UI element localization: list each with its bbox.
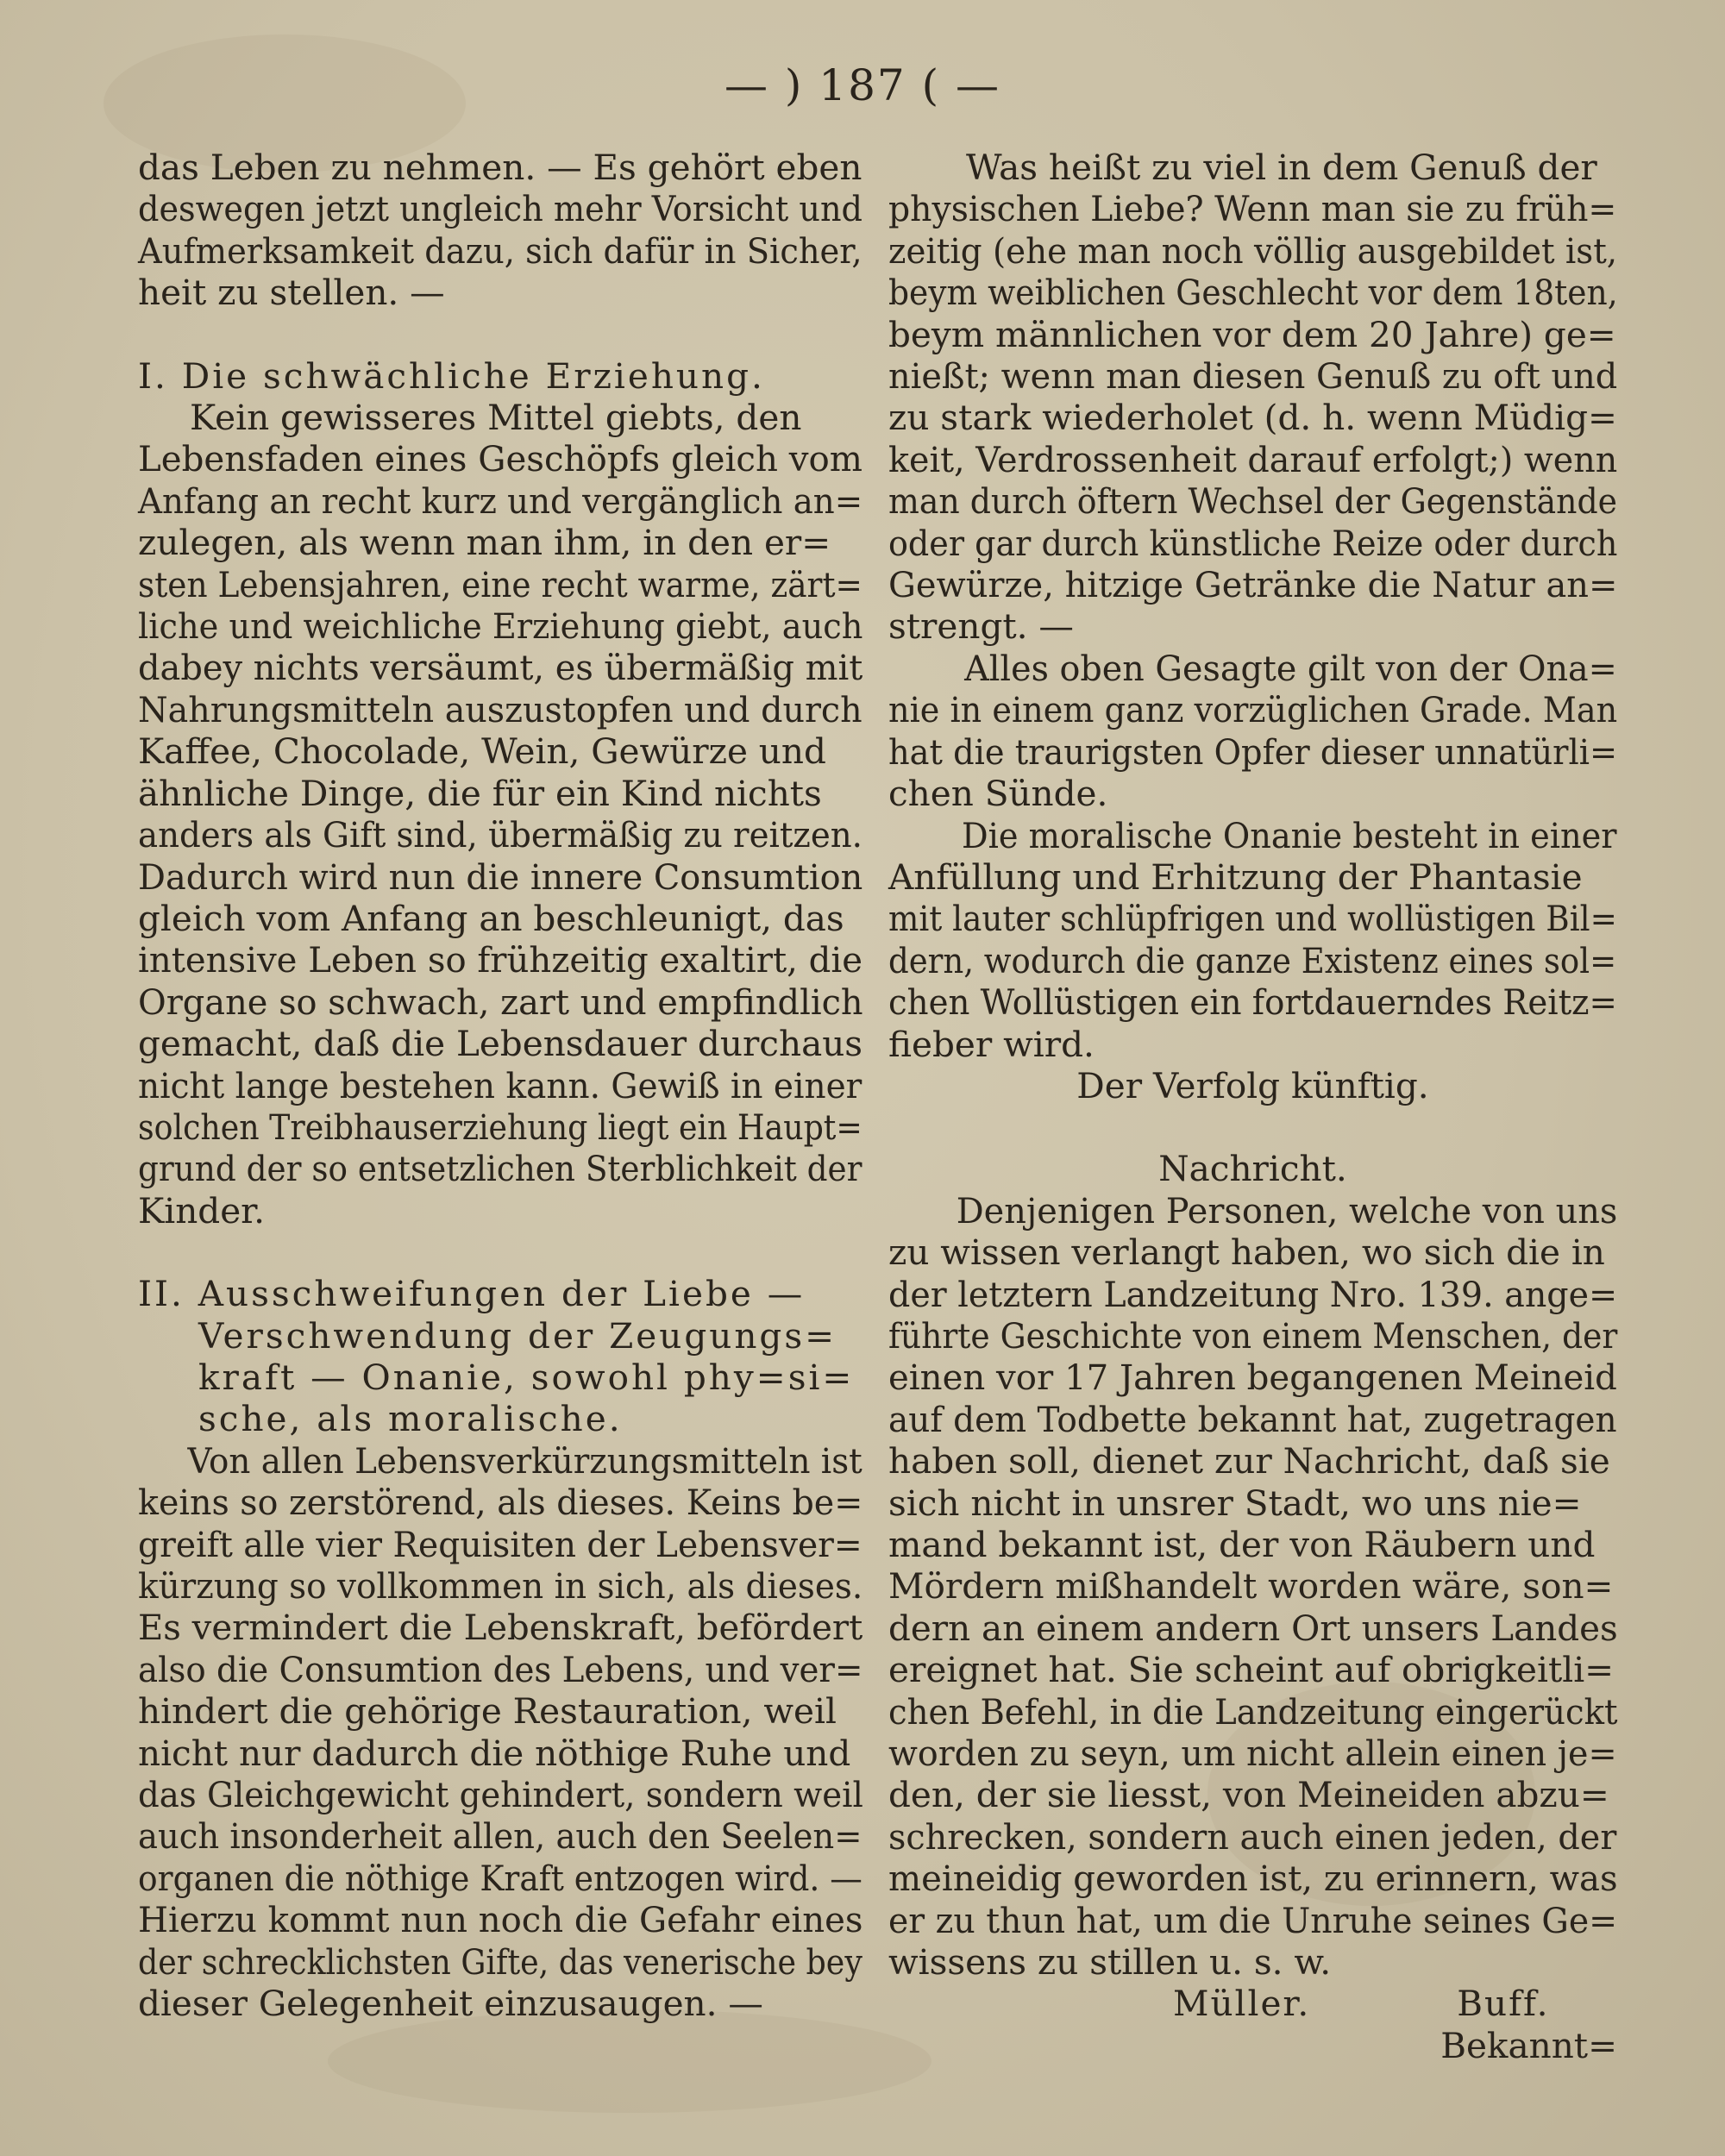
right-column (888, 147, 1617, 2066)
text-line: also die Consumtion des Lebens, und ver= (138, 1648, 863, 1690)
text-line: Mördern mißhandelt worden wäre, son= (888, 1565, 1614, 1608)
spacer (888, 1106, 1617, 1148)
text-line: fieber wird. (888, 1023, 1095, 1065)
catchword: Bekannt= (1440, 2024, 1617, 2066)
text-line: deswegen jetzt ungleich mehr Vorsicht und (138, 188, 862, 230)
text-line: Kaffee, Chocolade, Wein, Gewürze und (138, 730, 826, 773)
text-line: Anfüllung und Erhitzung der Phantasie (888, 856, 1583, 898)
text-line: Anfang an recht kurz und vergänglich an= (138, 479, 863, 522)
text-line: chen Sünde. (888, 773, 1108, 815)
text-line: das Gleichgewicht gehindert, sondern weil (138, 1774, 863, 1816)
text-line: Kinder. (138, 1189, 265, 1232)
text-line: zu stark wiederholet (d. h. wenn Müdig= (888, 397, 1617, 439)
text-line: hat die traurigsten Opfer dieser unnatürli= (888, 730, 1618, 773)
text-line: mand bekannt ist, der von Räubern und (888, 1524, 1596, 1565)
text-line: greift alle vier Requisiten der Lebensver= (138, 1523, 862, 1565)
text-line: anders als Gift sind, übermäßig zu reitzen. (138, 814, 862, 856)
text-line: Lebensfaden eines Geschöpfs gleich vom (138, 438, 862, 480)
text-line: nicht nur dadurch die nöthige Ruhe und (138, 1732, 851, 1774)
section2-paragraph (138, 1440, 862, 2025)
text-line: wissens zu stillen u. s. w. (888, 1941, 1332, 1984)
text-line: zu wissen verlangt haben, wo sich die in (888, 1232, 1605, 1274)
left-column (138, 147, 862, 2024)
text-line: organen die nöthige Kraft entzogen wird. — (138, 1857, 862, 1899)
right-paragraph-3 (888, 815, 1617, 1065)
text-line: Organe so schwach, zart und empfindlich (138, 981, 863, 1023)
heading-line: II. Ausschweifungen der Liebe — (138, 1273, 806, 1315)
text-line: Gewürze, hitzige Getränke die Natur an= (888, 564, 1618, 606)
text-line: zulegen, als wenn man ihm, in den er= (138, 522, 831, 564)
text-line: chen Wollüstigen ein fortdauerndes Reitz= (888, 981, 1617, 1024)
text-line: haben soll, dienet zur Nachricht, daß sie (888, 1440, 1610, 1482)
text-line: nicht lange bestehen kann. Gewiß in einer (138, 1064, 862, 1106)
text-line: dern, wodurch die ganze Existenz eines sol= (888, 939, 1617, 981)
text-line: dieser Gelegenheit einzusaugen. — (138, 1983, 763, 2025)
text-line: hindert die gehörige Restauration, weil (138, 1690, 837, 1733)
text-line: den, der sie liesst, von Meineiden abzu= (888, 1774, 1609, 1816)
text-line: sich nicht in unsrer Stadt, wo uns nie= (888, 1482, 1582, 1524)
text-line: schrecken, sondern auch einen jeden, der (888, 1815, 1617, 1858)
text-line: grund der so entsetzlichen Sterblichkeit der (138, 1148, 862, 1190)
text-line: man durch öftern Wechsel der Gegenstände (888, 480, 1618, 523)
text-line: Dadurch wird nun die innere Consumtion (138, 856, 863, 898)
text-line: auch insonderheit allen, auch den Seelen= (138, 1815, 862, 1858)
text-line: strengt. — (888, 605, 1074, 648)
text-line: physischen Liebe? Wenn man sie zu früh= (888, 188, 1617, 230)
text-line: einen vor 17 Jahren begangenen Meineid (888, 1357, 1617, 1399)
paper-stain (328, 2009, 932, 2113)
text-line: Aufmerksamkeit dazu, sich dafür in Sicher, (138, 229, 862, 272)
text-line: beym weiblichen Geschlecht vor dem 18ten, (888, 272, 1618, 314)
text-line: ereignet hat. Sie scheint auf obrigkeitli= (888, 1649, 1615, 1691)
intro-paragraph (138, 147, 862, 314)
text-line: Alles oben Gesagte gilt von der Ona= (964, 647, 1617, 689)
heading-line: Verschwendung der Zeugungs= (198, 1314, 837, 1357)
text-line: ähnliche Dinge, die für ein Kind nichts (138, 772, 822, 814)
text-line: oder gar durch künstliche Reize oder durch (888, 522, 1618, 564)
text-line: dern an einem andern Ort unsers Landes (888, 1607, 1618, 1649)
text-line: keit, Verdrossenheit darauf erfolgt;) wenn (888, 438, 1618, 480)
text-line: heit zu stellen. — (138, 272, 445, 314)
text-line: intensive Leben so frühzeitig exaltirt, die (138, 939, 862, 981)
text-line: kürzung so vollkommen in sich, als dieses. (138, 1565, 863, 1607)
notice-title-text: Nachricht. (1158, 1148, 1347, 1190)
text-line: auf dem Todbette bekannt hat, zugetragen (888, 1398, 1617, 1440)
text-line: meineidig geworden ist, zu erinnern, was (888, 1858, 1618, 1900)
text-line: das Leben zu nehmen. — Es gehört eben (138, 147, 862, 188)
text-line: beym männlichen vor dem 20 Jahre) ge= (888, 313, 1616, 355)
notice-paragraph (888, 1190, 1617, 1984)
text-line: sten Lebensjahren, eine recht warme, zärt= (138, 563, 862, 605)
page-number-header: — ) 187 ( — (724, 60, 1001, 110)
section-heading-1 (138, 355, 862, 397)
text-line: chen Befehl, in die Landzeitung eingerückt (888, 1690, 1618, 1733)
heading-line: I. Die schwächliche Erziehung. (138, 354, 765, 397)
text-line: liche und weichliche Erziehung giebt, auch (138, 605, 863, 648)
signature-mueller: Müller. (1173, 1983, 1311, 2025)
text-line: Hierzu kommt nun noch die Gefahr eines (138, 1899, 863, 1941)
text-line: Die moralische Onanie besteht in einer (961, 814, 1617, 856)
text-line: keins so zerstörend, als dieses. Keins be= (138, 1482, 863, 1524)
continuation-text: Der Verfolg künftig. (1076, 1064, 1429, 1106)
text-line: führte Geschichte von einem Menschen, der (888, 1314, 1618, 1357)
heading-line: sche, als moralische. (198, 1398, 623, 1440)
text-line: Kein gewisseres Mittel giebts, den (190, 397, 802, 439)
text-line: worden zu seyn, um nicht allein einen je= (888, 1733, 1617, 1775)
text-line: der letztern Landzeitung Nro. 139. ange= (888, 1273, 1618, 1315)
text-line: nießt; wenn man diesen Genuß zu oft und (888, 355, 1618, 398)
notice-title (888, 1148, 1617, 1189)
text-line: Nahrungsmitteln auszustopfen und durch (138, 688, 862, 730)
text-line: er zu thun hat, um die Unruhe seines Ge= (888, 1899, 1618, 1941)
text-line: Es vermindert die Lebenskraft, befördert (138, 1607, 863, 1649)
text-line: mit lauter schlüpfrigen und wollüstigen Bil= (888, 898, 1617, 940)
text-line: der schrecklichsten Gifte, das venerische bey (138, 1940, 862, 1983)
text-line: Was heißt zu viel in dem Genuß der (966, 147, 1597, 188)
text-line: nie in einem ganz vorzüglichen Grade. Man (888, 689, 1618, 731)
text-line: dabey nichts versäumt, es übermäßig mit (138, 647, 863, 689)
signature-buff: Buff. (1457, 1983, 1550, 2025)
section1-paragraph (138, 397, 862, 1232)
spacer (138, 314, 862, 355)
text-line: zeitig (ehe man noch völlig ausgebildet ist, (888, 229, 1618, 272)
heading-line: kraft — Onanie, sowohl phy=si= (198, 1356, 855, 1398)
text-line: Denjenigen Personen, welche von uns (956, 1189, 1618, 1232)
right-paragraph-1 (888, 147, 1617, 648)
text-line: solchen Treibhauserziehung liegt ein Haupt= (138, 1106, 862, 1148)
continuation-note (888, 1065, 1617, 1106)
right-paragraph-2 (888, 648, 1617, 815)
signatures (888, 1983, 1617, 2024)
text-line: gleich vom Anfang an beschleunigt, das (138, 897, 844, 939)
section-heading-2 (138, 1273, 862, 1440)
text-line: gemacht, daß die Lebensdauer durchaus (138, 1023, 863, 1065)
spacer (138, 1232, 862, 1273)
text-line: Von allen Lebensverkürzungsmitteln ist (187, 1439, 862, 1482)
